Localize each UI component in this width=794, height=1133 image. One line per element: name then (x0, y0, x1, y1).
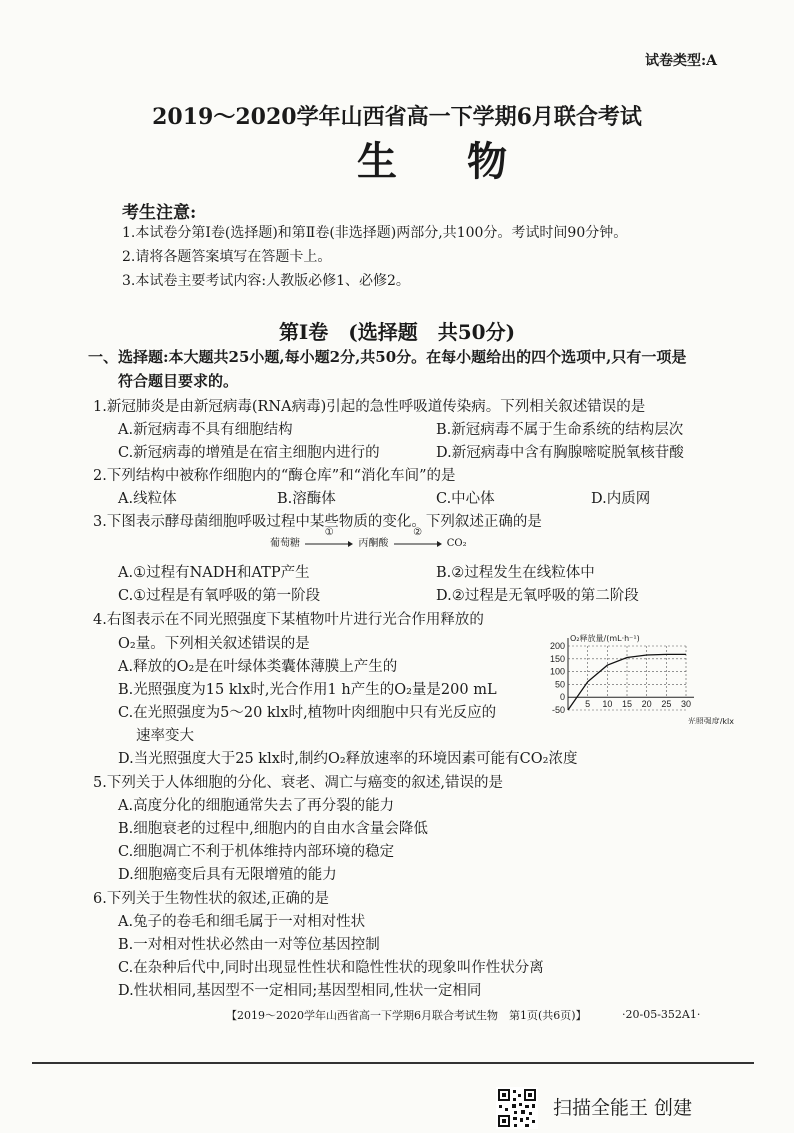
q1-option-a: A.新冠病毒不具有细胞结构 (118, 422, 293, 438)
y-tick-label: -50 (551, 705, 565, 715)
x-tick-label: 5 (585, 699, 591, 710)
q5-option-d: D.细胞癌变后具有无限增殖的能力 (118, 867, 337, 883)
paper-code: ·20-05-352A1· (622, 1008, 701, 1021)
x-tick-label: 10 (602, 699, 613, 710)
flow-pyruvate: 丙酮酸 (358, 538, 389, 549)
chart-svg (538, 632, 734, 724)
notice-item: 3.本试卷主要考试内容:人教版必修1、必修2。 (122, 273, 410, 289)
x-tick-label: 30 (680, 699, 692, 710)
q2-option-c: C.中心体 (436, 491, 495, 507)
q2-option-b: B.溶酶体 (277, 491, 336, 507)
part1-title: 第Ⅰ卷 (选择题 共50分) (278, 320, 516, 344)
oxygen-release-chart (538, 632, 734, 728)
exam-title: 2019～2020学年山西省高一下学期6月联合考试 (152, 104, 642, 130)
y-tick-label: 100 (549, 666, 565, 677)
q5-option-a: A.高度分化的细胞通常失去了再分裂的能力 (118, 798, 395, 814)
q4-option-c-cont: 速率变大 (136, 728, 194, 744)
flow-glucose: 葡萄糖 (270, 538, 300, 549)
page-bottom-rule (32, 1062, 754, 1064)
question-5-stem: 5.下列关于人体细胞的分化、衰老、凋亡与癌变的叙述,错误的是 (93, 775, 503, 791)
q5-option-c: C.细胞凋亡不利于机体维持内部环境的稳定 (118, 844, 395, 860)
q3-option-d: D.②过程是无氧呼吸的第二阶段 (436, 588, 639, 604)
q2-option-d: D.内质网 (591, 491, 651, 507)
question-4-stem: 4.右图表示在不同光照强度下某植物叶片进行光合作用释放的 (93, 612, 484, 628)
q6-option-c: C.在杂种后代中,同时出现显性性状和隐性性状的现象叫作性状分离 (118, 960, 544, 976)
q6-option-d: D.性状相同,基因型不一定相同;基因型相同,性状一定相同 (118, 983, 482, 999)
q1-option-d: D.新冠病毒中含有胸腺嘧啶脱氧核苷酸 (436, 445, 684, 461)
x-axis-label: 光照强度/klx (687, 717, 734, 724)
page-footer: 【2019～2020学年山西省高一下学期6月联合考试生物 第1页(共6页)】 (226, 1009, 587, 1022)
section-instruction-cont: 符合题目要求的。 (118, 372, 239, 390)
flow-step-1-label: ① (324, 527, 334, 538)
scanner-watermark: 扫描全能王 创建 (553, 1097, 693, 1119)
qr-code-icon (496, 1087, 538, 1129)
x-tick-label: 25 (661, 699, 672, 710)
q3-option-a: A.①过程有NADH和ATP产生 (118, 565, 310, 581)
q1-option-b: B.新冠病毒不属于生命系统的结构层次 (436, 422, 684, 438)
flow-step-2-label: ② (413, 527, 423, 538)
q3-option-b: B.②过程发生在线粒体中 (436, 565, 595, 581)
question-2-stem: 2.下列结构中被称作细胞内的“酶仓库”和“消化车间”的是 (93, 468, 456, 484)
q1-option-c: C.新冠病毒的增殖是在宿主细胞内进行的 (118, 445, 380, 461)
q4-option-a: A.释放的O₂是在叶绿体类囊体薄膜上产生的 (118, 659, 398, 675)
q3-option-c: C.①过程是有氧呼吸的第一阶段 (118, 588, 321, 604)
notice-item: 1.本试卷分第Ⅰ卷(选择题)和第Ⅱ卷(非选择题)两部分,共100分。考试时间90分钟。 (122, 225, 628, 241)
flow-co2: CO₂ (446, 538, 467, 549)
y-tick-label: 0 (559, 692, 565, 703)
notice-heading: 考生注意: (122, 203, 197, 223)
question-1-stem: 1.新冠肺炎是由新冠病毒(RNA病毒)引起的急性呼吸道传染病。下列相关叙述错误的是 (93, 399, 646, 415)
respiration-flow-diagram (270, 527, 467, 549)
q4-option-c: C.在光照强度为5～20 klx时,植物叶肉细胞中只有光反应的 (118, 705, 497, 721)
q5-option-b: B.细胞衰老的过程中,细胞内的自由水含量会降低 (118, 821, 428, 837)
q6-option-a: A.兔子的卷毛和细毛属于一对相对性状 (118, 914, 366, 930)
q4-option-d: D.当光照强度大于25 klx时,制约O₂释放速率的环境因素可能有CO₂浓度 (118, 751, 578, 767)
y-tick-label: 50 (554, 679, 565, 690)
y-axis-label: O₂释放量/(mL·h⁻¹) (570, 634, 640, 643)
subject-title: 生物 (357, 138, 577, 185)
section-instruction: 一、选择题:本大题共25小题,每小题2分,共50分。在每小题给出的四个选项中,只有一项是 (88, 348, 687, 366)
q4-option-b: B.光照强度为15 klx时,光合作用1 h产生的O₂量是200 mL (118, 682, 497, 698)
question-6-stem: 6.下列关于生物性状的叙述,正确的是 (93, 891, 329, 907)
question-3-stem: 3.下图表示酵母菌细胞呼吸过程中某些物质的变化。下列叙述正确的是 (93, 514, 542, 530)
arrow-right-icon (393, 540, 443, 548)
paper-type-label: 试卷类型:A (645, 53, 718, 69)
q2-option-a: A.线粒体 (118, 491, 177, 507)
y-tick-label: 200 (549, 641, 565, 651)
x-tick-label: 15 (621, 699, 633, 710)
question-4-stem-cont: O₂量。下列相关叙述错误的是 (118, 636, 310, 652)
q6-option-b: B.一对相对性状必然由一对等位基因控制 (118, 937, 380, 953)
arrow-right-icon (304, 540, 354, 548)
x-tick-label: 20 (641, 699, 652, 710)
y-tick-label: 150 (549, 653, 565, 664)
notice-item: 2.请将各题答案填写在答题卡上。 (122, 249, 332, 265)
